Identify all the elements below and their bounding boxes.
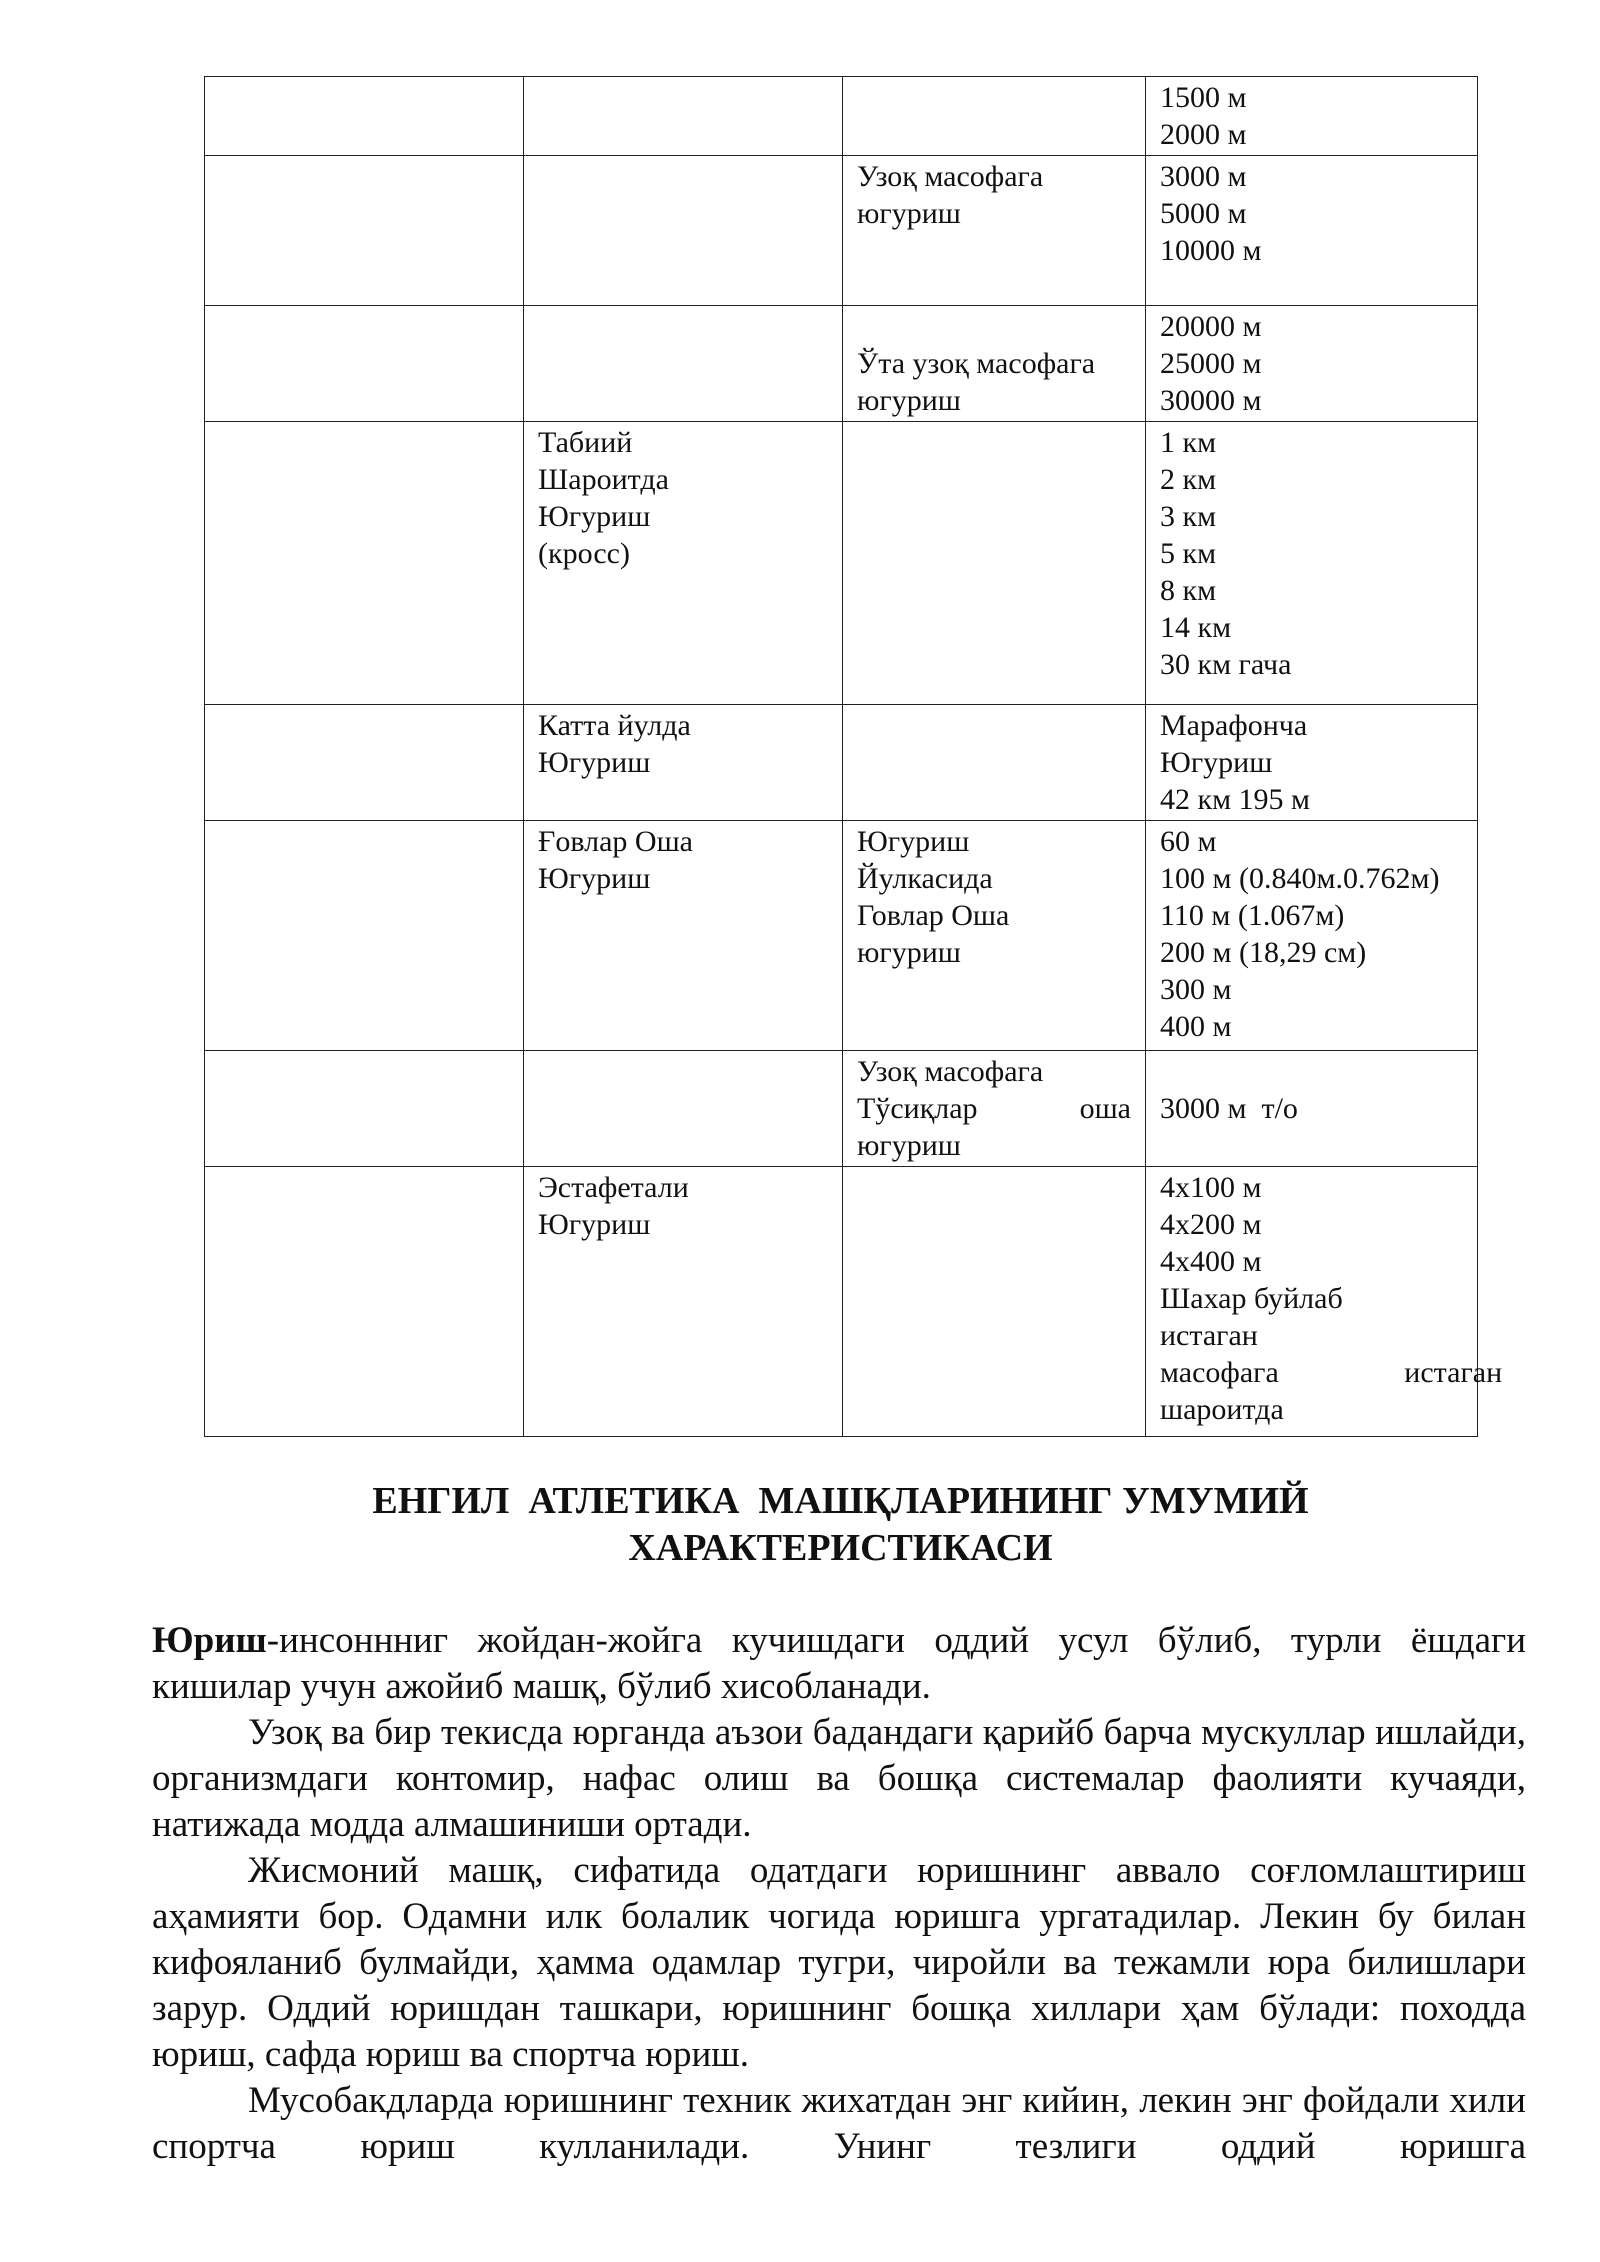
table-row: [205, 306, 1478, 422]
table-cell: [205, 705, 524, 821]
table-cell-discipline: [524, 705, 843, 821]
paragraph: Мусобакдларда юришнинг техник жихатдан энг кийин, лекин энг фойдали хили спортча юриш кулланилади. Унинг тезлиги оддий юришга: [152, 2080, 1526, 2167]
athletics-events-table: [204, 76, 1503, 1437]
discipline-text: (кросс): [538, 537, 630, 570]
table-cell: [843, 77, 1146, 156]
event-type-text: Ўта узоқ масофага: [857, 347, 1096, 380]
event-type-text: Узоқ масофага: [857, 160, 1044, 193]
event-type-text: югуриш: [857, 936, 961, 969]
distance-item: 100 м (0.840м.0.762м): [1160, 862, 1440, 895]
event-type-text: Югуриш: [857, 825, 970, 858]
table-cell-event-type: [843, 821, 1146, 1051]
distance-item: 1 км: [1160, 426, 1217, 459]
table-cell-discipline: [524, 1167, 843, 1437]
discipline-text: Югуриш: [538, 746, 651, 779]
table-cell: [205, 156, 524, 306]
discipline-text: Югуриш: [538, 500, 651, 533]
distance-item: истаган: [1160, 1319, 1258, 1352]
section-heading-line: ЕНГИЛ АТЛЕТИКА МАШҚЛАРИНИНГ УМУМИЙ: [372, 1480, 1309, 1522]
table-row: [205, 77, 1478, 156]
table-cell-distances: [1146, 821, 1478, 1051]
table-cell: [843, 705, 1146, 821]
table-cell: [524, 156, 843, 306]
distance-item: 30000 м: [1160, 384, 1262, 417]
event-type-text: югуриш: [857, 1129, 961, 1162]
table-row: [205, 821, 1478, 1051]
distance-item: 2000 м: [1160, 118, 1247, 151]
distance-item: 4х400 м: [1160, 1245, 1262, 1278]
table-cell: [205, 1167, 524, 1437]
body-text: [152, 1618, 1526, 2170]
event-type-word: Тўсиқлар: [857, 1092, 978, 1125]
distance-item: 8 км: [1160, 574, 1217, 607]
discipline-text: Катта йулда: [538, 709, 691, 742]
table-cell-discipline: [524, 422, 843, 705]
table-cell-distances: [1146, 77, 1478, 156]
event-type-text: Говлар Оша: [857, 899, 1010, 932]
distance-item: 42 км 195 м: [1160, 783, 1311, 816]
table-cell: [843, 422, 1146, 705]
distance-item: 30 км гача: [1160, 648, 1292, 681]
distance-item: 20000 м: [1160, 310, 1262, 343]
distance-item: 4х200 м: [1160, 1208, 1262, 1241]
discipline-text: Югуриш: [538, 862, 651, 895]
distance-item: масофага истаган: [1160, 1356, 1503, 1389]
paragraph-term: Юриш: [152, 1620, 267, 1661]
discipline-text: Югуриш: [538, 1208, 651, 1241]
section-heading: [204, 1478, 1477, 1572]
event-type-text: югуриш: [857, 197, 961, 230]
distance-item: Шахар буйлаб: [1160, 1282, 1343, 1315]
distance-item: 4х100 м: [1160, 1171, 1262, 1204]
table-row: [205, 1051, 1478, 1167]
discipline-text: Шароитда: [538, 463, 669, 496]
table-row: [205, 705, 1478, 821]
distance-item: 5 км: [1160, 537, 1217, 570]
table-cell: [205, 821, 524, 1051]
distance-item: 3 км: [1160, 500, 1217, 533]
discipline-text: Табиий: [538, 426, 633, 459]
distance-item: 110 м (1.067м): [1160, 899, 1345, 932]
distance-item: 14 км: [1160, 611, 1232, 644]
distance-item: 200 м (18,29 см): [1160, 936, 1367, 969]
event-type-text: югуриш: [857, 384, 961, 417]
paragraph: [152, 1618, 1526, 1710]
distance-item: 400 м: [1160, 1010, 1232, 1043]
section-heading-line: ХАРАКТЕРИСТИКАСИ: [628, 1527, 1053, 1569]
distance-item: 10000 м: [1160, 234, 1262, 267]
event-type-word: оша: [1079, 1092, 1131, 1125]
distance-item: Югуриш: [1160, 746, 1273, 779]
table-cell-event-type: [843, 306, 1146, 422]
paragraph: Узоқ ва бир текисда юрганда аъзои бадандаги қарийб барча мускуллар ишлайди, организмдаги контомир, нафас олиш ва бошқа системалар фаолияти кучаяди, натижада модда алмашиниши ортади.: [152, 1712, 1526, 1845]
distance-item: 300 м: [1160, 973, 1232, 1006]
table-cell: [205, 1051, 524, 1167]
paragraph: Жисмоний машқ, сифатида одатдаги юришнинг аввало соғломлаштириш аҳамияти бор. Одамни илк болалик чогида юришга ургатадилар. Лекин бу билан кифояланиб булмайди, ҳамма одамлар тугри, чиройли ва тежамли юра билишлари зарур. Оддий юришдан ташкари, юришнинг бошқа хиллари ҳам бўлади: походда юриш, сафда юриш ва спортча юриш.: [152, 1850, 1526, 2075]
table-cell-distances: [1146, 156, 1478, 306]
table-row: [205, 422, 1478, 705]
table-cell: [524, 1051, 843, 1167]
table-cell: [205, 306, 524, 422]
distance-item: шароитда: [1160, 1393, 1284, 1426]
discipline-text: Ғовлар Оша: [538, 825, 693, 858]
table-cell-distances: [1146, 422, 1478, 705]
table-cell: [205, 77, 524, 156]
event-type-text-justified: [857, 1090, 1131, 1127]
table-row: [205, 156, 1478, 306]
table-cell: [205, 422, 524, 705]
table-cell: [524, 77, 843, 156]
event-type-text: Йулкасида: [857, 862, 993, 895]
event-type-text: Узоқ масофага: [857, 1055, 1044, 1088]
table-cell-distances: [1146, 705, 1478, 821]
table-cell-distances: [1146, 1051, 1478, 1167]
paragraph-text: -инсоннниг жойдан-жойга кучишдаги оддий усул бўлиб, турли ёшдаги кишилар учун ажойиб машқ, бўлиб хисобланади.: [152, 1620, 1526, 1707]
distance-item: Марафонча: [1160, 709, 1308, 742]
distance-item: 3000 м т/о: [1160, 1092, 1298, 1125]
table-row: [205, 1167, 1478, 1437]
distance-item: 3000 м: [1160, 160, 1247, 193]
table-cell: [843, 1167, 1146, 1437]
table-cell-distances: [1146, 306, 1478, 422]
discipline-text: Эстафетали: [538, 1171, 689, 1204]
distance-item: 1500 м: [1160, 81, 1247, 114]
table-cell-event-type: [843, 156, 1146, 306]
table-cell-discipline: [524, 821, 843, 1051]
table-cell-distances: [1146, 1167, 1503, 1437]
distance-item: 60 м: [1160, 825, 1217, 858]
table-cell: [524, 306, 843, 422]
distance-item: 5000 м: [1160, 197, 1247, 230]
table-cell-event-type: [843, 1051, 1146, 1167]
distance-item: 2 км: [1160, 463, 1217, 496]
distance-item: 25000 м: [1160, 347, 1262, 380]
